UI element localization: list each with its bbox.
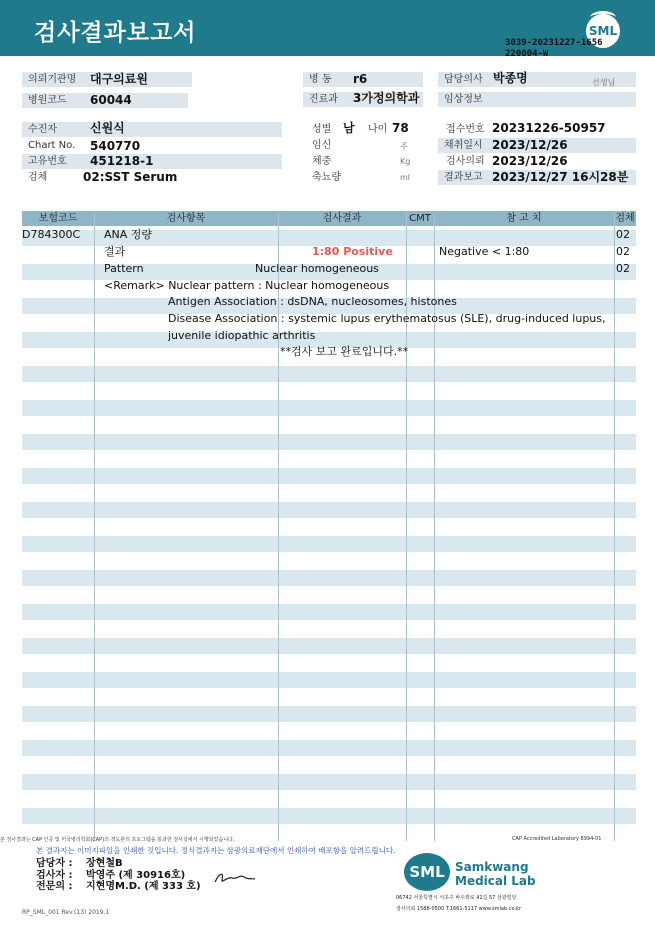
- dept-label: 진료과: [303, 92, 423, 107]
- doctor-value: 박종명: [493, 71, 528, 85]
- doctor-label: 담당의사: [438, 72, 636, 87]
- row2-item: 결과: [104, 245, 126, 258]
- table-row: [22, 366, 636, 382]
- row1-item: ANA 정량: [104, 228, 153, 241]
- header-result: 검사결과: [322, 213, 362, 224]
- table-row: [22, 740, 636, 756]
- table-row: [22, 672, 636, 688]
- header-reference: 참 고 치: [506, 213, 542, 224]
- chart-label: Chart No.: [28, 140, 76, 151]
- requester-label: 의뢰기관명: [22, 72, 192, 87]
- header-cmt: CMT: [409, 213, 431, 224]
- report-title: 검사결과보고서: [34, 20, 197, 46]
- hospital-code-value: 60044: [90, 93, 132, 107]
- hospital-code-label: 병원코드: [22, 93, 188, 108]
- collect-value: 2023/12/26: [492, 138, 568, 152]
- weight-label: 체중: [312, 156, 332, 167]
- lab-name: Samkwang Medical Lab: [455, 860, 536, 888]
- remark-line: juvenile idiopathic arthritis: [168, 329, 316, 342]
- header-specimen: 검체: [615, 213, 635, 224]
- row2-reference: Negative < 1:80: [439, 245, 530, 258]
- table-header: [22, 211, 636, 226]
- table-row: [22, 808, 636, 824]
- row1-code: D784300C: [22, 228, 81, 241]
- staff-specialist: 전문의 : 지현명M.D. (제 333 호): [36, 881, 201, 892]
- print-notice: 본 결과지는 이미지파일을 인쇄한 것입니다. 정식결과지는 삼광의료재단에서 인쇄하여 배포함을 알려드립니다.: [36, 846, 396, 855]
- column-divider: [614, 211, 615, 841]
- lab-address: 06742 서울특별시 서초구 바우뫼로 41길 57 삼광빌딩: [396, 895, 517, 901]
- report-complete: **검사 보고 완료입니다.**: [280, 345, 409, 358]
- clinical-label: 임상정보: [438, 92, 636, 107]
- remark-line: Antigen Association : dsDNA, nucleosomes, histones: [168, 295, 457, 308]
- age-label: 나이: [368, 124, 388, 135]
- table-row: [22, 774, 636, 790]
- weight-unit: Kg: [400, 157, 411, 166]
- header-code: 보험코드: [38, 213, 78, 224]
- table-row: [22, 638, 636, 654]
- table-row: [22, 502, 636, 518]
- receipt-value: 20231226-50957: [492, 121, 606, 135]
- fine-print: 본 검사결과는 CAP 인증 및 미국병리학회(CAP)의 정도관리 프로그램을 통과한 검사실에서 시행되었습니다.: [0, 837, 235, 843]
- staff-manager: 담당자 : 장현철B: [36, 858, 123, 869]
- specimen-label: 검체: [28, 172, 48, 183]
- row3-result: Nuclear homogeneous: [255, 262, 379, 275]
- revision-code: RP_SML_001 Rev.(13) 2019.1: [22, 909, 110, 916]
- table-row: [22, 570, 636, 586]
- ward-value: r6: [353, 72, 368, 86]
- urine-label: 축뇨량: [312, 172, 341, 183]
- row1-specimen: 02: [616, 228, 630, 241]
- lab-logo-icon: SML: [404, 853, 450, 891]
- column-divider: [94, 211, 95, 841]
- staff-tester: 검사자 : 박영주 (제 30916호): [36, 870, 186, 881]
- sex-value: 남: [343, 121, 355, 135]
- row2-specimen: 02: [616, 245, 630, 258]
- request-value: 2023/12/26: [492, 154, 568, 168]
- remark-line: <Remark> Nuclear pattern : Nuclear homogeneous: [104, 279, 390, 292]
- dept-value: 3가정의학과: [353, 91, 420, 105]
- report-label: 결과보고: [438, 170, 636, 185]
- request-label: 검사의뢰: [446, 156, 485, 167]
- table-row: [22, 604, 636, 620]
- table-row: [22, 400, 636, 416]
- collect-label: 채취일시: [438, 138, 636, 153]
- table-row: [22, 468, 636, 484]
- patient-value: 신원식: [90, 121, 125, 135]
- report-value: 2023/12/27 16시28분: [492, 170, 629, 184]
- cap-accreditation: CAP Accredited Laboratory 8994-01: [512, 836, 602, 842]
- sml-logo-icon: SML: [586, 14, 620, 48]
- age-value: 78: [392, 121, 409, 135]
- chart-value: 540770: [90, 139, 141, 153]
- row2-result: 1:80 Positive: [312, 245, 393, 258]
- signature-icon: [212, 868, 257, 886]
- row3-specimen: 02: [616, 262, 630, 275]
- requester-value: 대구의료원: [90, 72, 148, 86]
- specimen-value: 02:SST Serum: [83, 170, 178, 184]
- urine-unit: ml: [400, 173, 411, 182]
- ward-label: 병 동: [303, 72, 423, 87]
- table-row: [22, 706, 636, 722]
- doctor-suffix: 선생님: [592, 78, 616, 87]
- uid-label: 고유번호: [22, 154, 282, 169]
- lab-contact: 검사의뢰 1588-0500 T.1661-5117 www.smlab.co.kr: [396, 906, 521, 912]
- receipt-label: 접수번호: [446, 124, 485, 135]
- sex-label: 성별: [312, 124, 332, 135]
- pregnancy-label: 임신: [312, 140, 332, 151]
- pregnancy-unit: 주: [400, 142, 408, 151]
- remark-line: Disease Association : systemic lupus erythematosus (SLE), drug-induced lupus,: [168, 312, 606, 325]
- header-item: 검사항목: [166, 213, 206, 224]
- table-row: [22, 434, 636, 450]
- table-row: [22, 536, 636, 552]
- row3-item: Pattern: [104, 262, 144, 275]
- document-number: 3039-20231227-1656 220004-W: [505, 38, 603, 59]
- patient-label: 수진자: [22, 122, 282, 137]
- uid-value: 451218-1: [90, 154, 154, 168]
